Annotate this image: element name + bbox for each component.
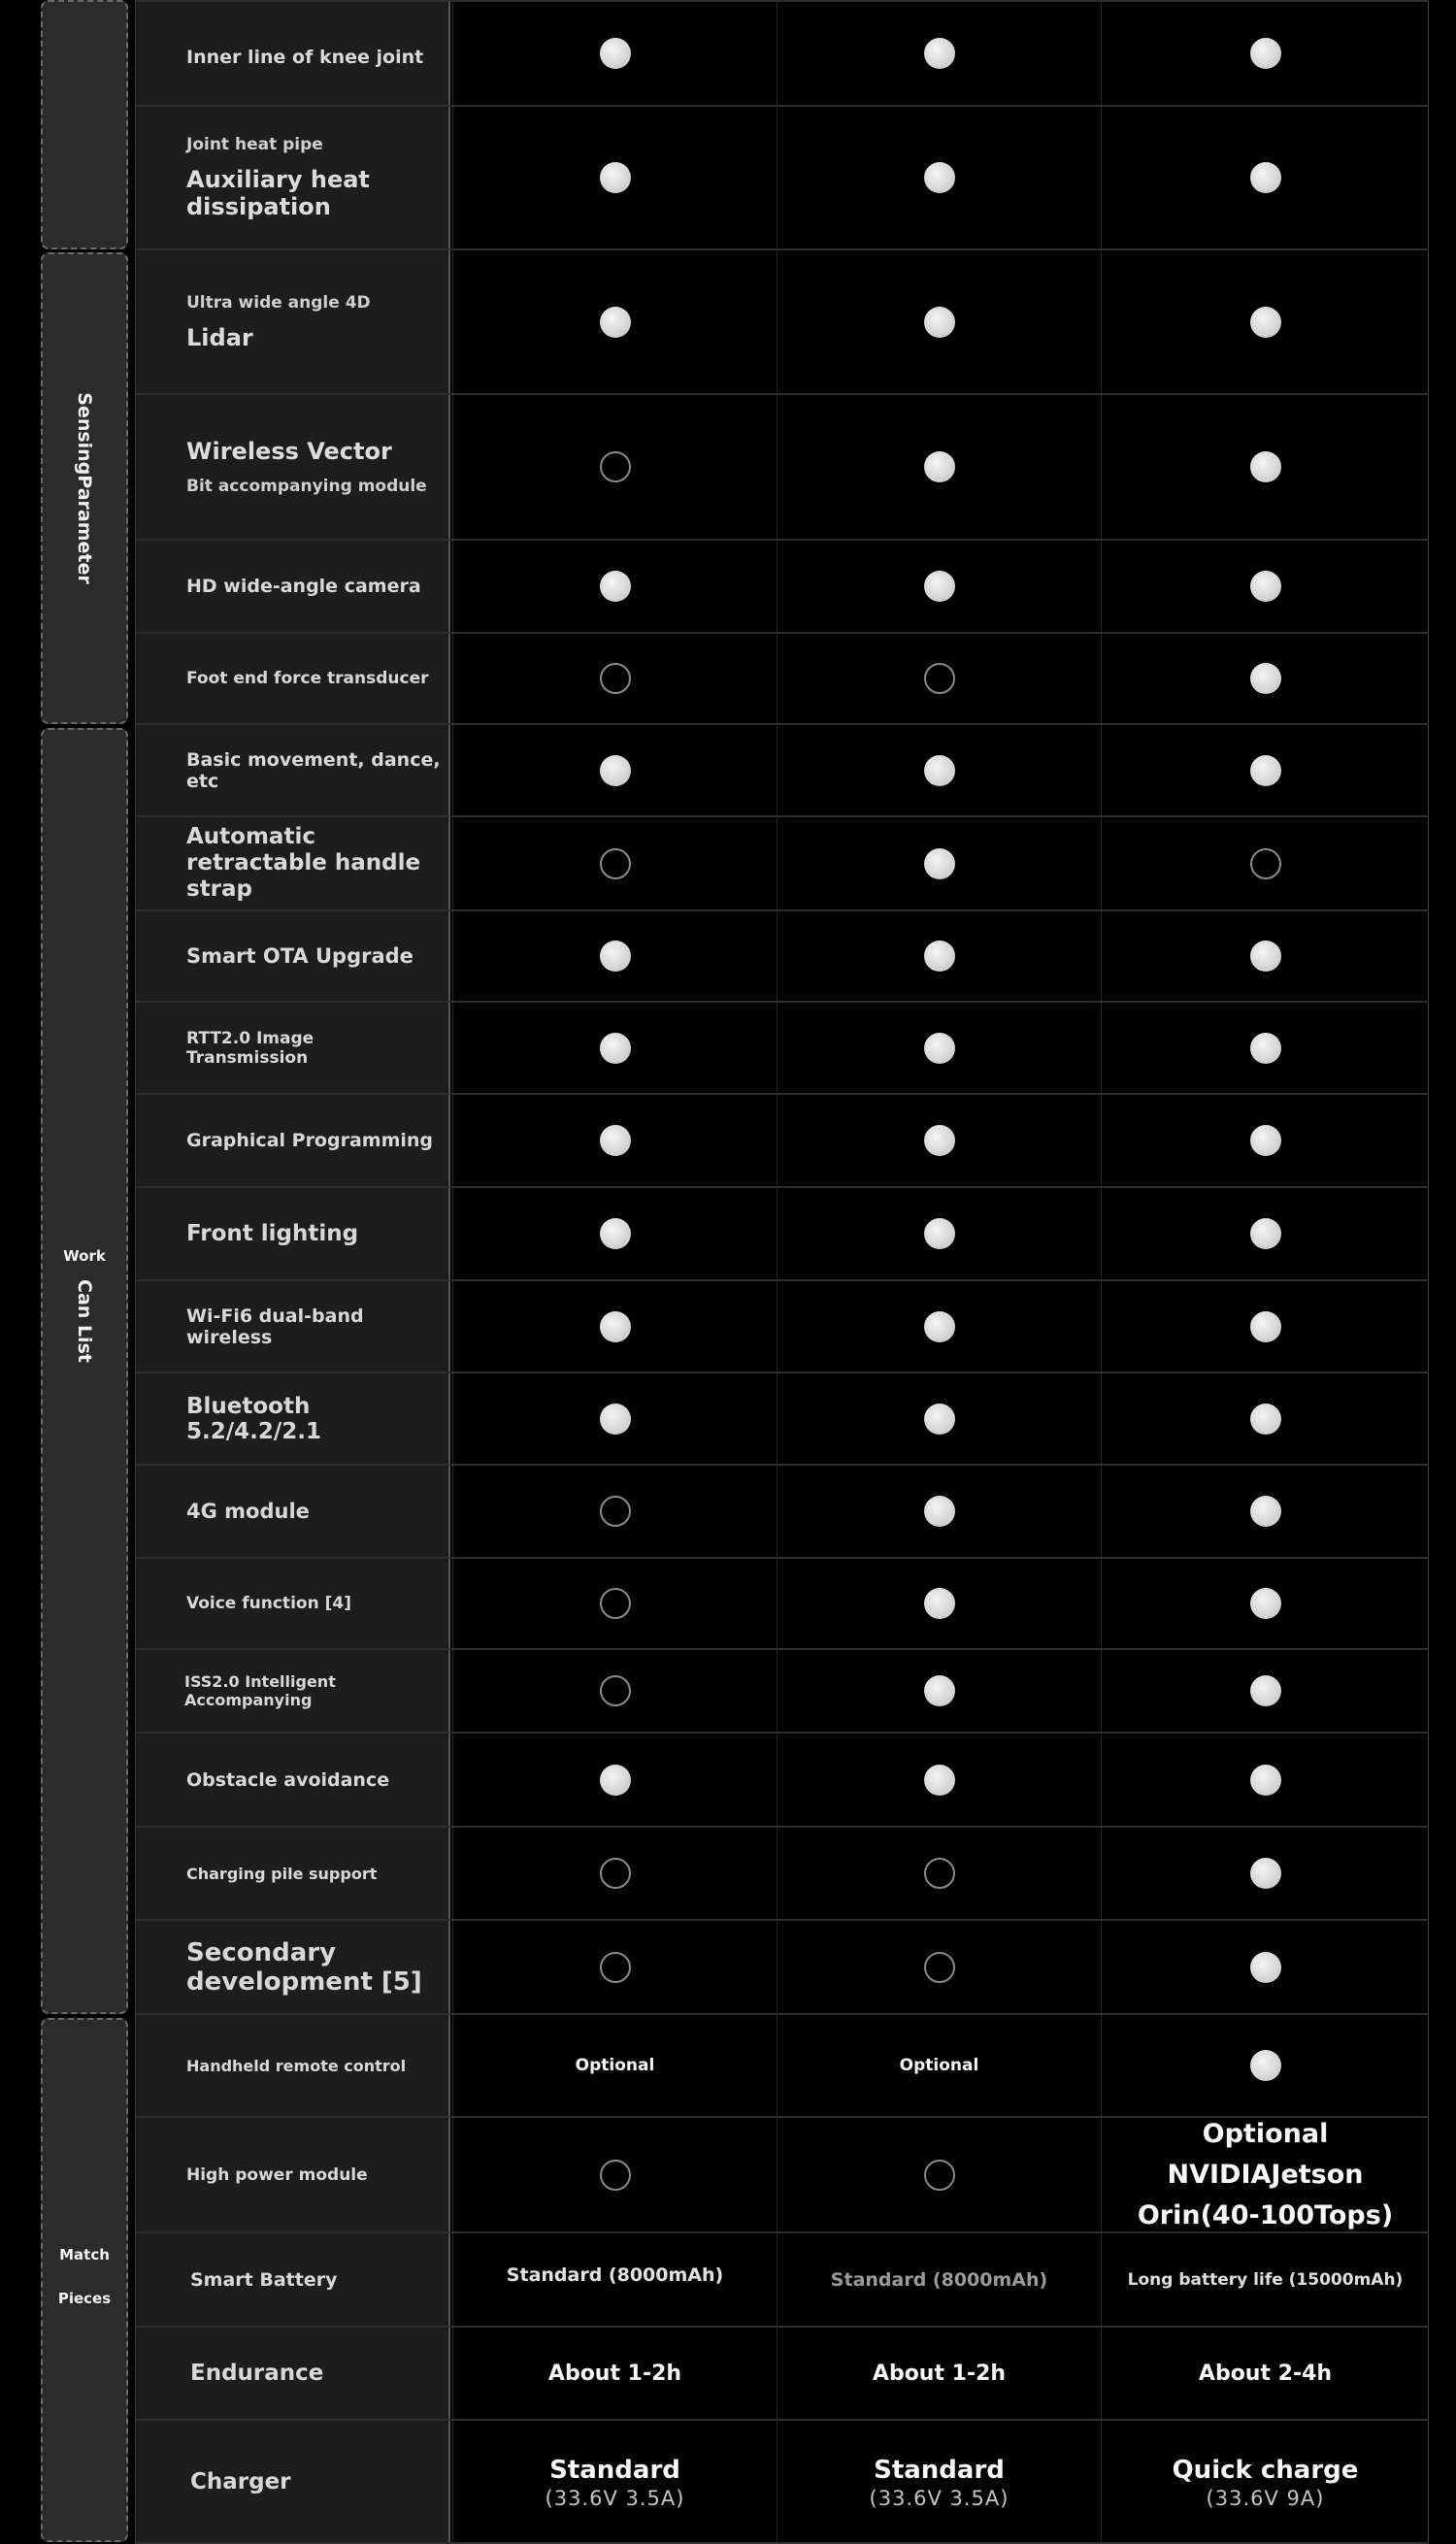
filled-dot-icon <box>600 307 631 338</box>
value-subtext: (33.6V 9A) <box>1206 2486 1325 2510</box>
filled-dot-icon <box>924 1588 955 1619</box>
value-cell <box>452 107 777 248</box>
value-cell <box>1101 2233 1429 2326</box>
row-label-text: Bluetooth 5.2/4.2/2.1 <box>186 1393 322 1444</box>
table-row <box>136 2328 1429 2421</box>
value-subtext: (33.6V 3.5A) <box>869 2486 1009 2510</box>
value-cell <box>452 1559 777 1648</box>
filled-dot-icon <box>600 1765 631 1796</box>
value-cell <box>452 1921 777 2013</box>
row-label-text: Foot end force transducer <box>186 669 429 688</box>
value-cell <box>452 1188 777 1279</box>
value-text: Optional <box>575 2056 655 2075</box>
row-label-text: Obstacle avoidance <box>186 1768 390 1791</box>
value-cell <box>777 395 1101 539</box>
row-label-text: RTT2.0 Image Transmission <box>186 1028 314 1068</box>
value-text: Orin(40-100Tops) <box>1137 2199 1394 2230</box>
row-label <box>136 725 450 815</box>
value-cell <box>1101 395 1429 539</box>
value-cell <box>452 1650 777 1732</box>
row-main-label: Auxiliary heat dissipation <box>186 166 370 220</box>
table-row <box>136 1188 1429 1281</box>
row-label <box>136 1095 450 1186</box>
filled-dot-icon <box>924 451 955 482</box>
row-label-text: HD wide-angle camera <box>186 576 421 597</box>
value-cell <box>777 541 1101 632</box>
row-label <box>136 1734 450 1826</box>
filled-dot-icon <box>924 1311 955 1342</box>
table-row <box>136 2118 1429 2233</box>
value-cell <box>1101 634 1429 723</box>
empty-dot-icon <box>600 1952 631 1983</box>
value-cell <box>1101 2118 1429 2231</box>
table-row <box>136 1559 1429 1650</box>
value-text: About 1-2h <box>547 2361 682 2386</box>
row-label-text: High power module <box>186 2164 368 2185</box>
value-cell <box>777 1650 1101 1732</box>
row-label-text: Smart OTA Upgrade <box>186 944 414 968</box>
empty-dot-icon <box>600 1675 631 1706</box>
filled-dot-icon <box>1250 1952 1281 1983</box>
row-label <box>136 1828 450 1919</box>
filled-dot-icon <box>1250 1218 1281 1249</box>
filled-dot-icon <box>924 1675 955 1706</box>
table-row <box>136 1650 1429 1734</box>
value-cell <box>1101 1466 1429 1557</box>
table-row <box>136 725 1429 817</box>
row-label-text: Endurance <box>190 2361 324 2386</box>
filled-dot-icon <box>924 571 955 602</box>
value-cell <box>452 2118 777 2231</box>
filled-dot-icon <box>1250 1404 1281 1435</box>
value-cell <box>452 911 777 1001</box>
empty-dot-icon <box>924 1858 955 1889</box>
row-label <box>136 2233 450 2326</box>
filled-dot-icon <box>600 941 631 972</box>
category-sensing <box>41 252 128 724</box>
filled-dot-icon <box>600 571 631 602</box>
filled-dot-icon <box>600 1311 631 1342</box>
value-cell <box>1101 2 1429 105</box>
filled-dot-icon <box>924 1765 955 1796</box>
filled-dot-icon <box>1250 571 1281 602</box>
value-cell <box>1101 250 1429 393</box>
empty-dot-icon <box>924 663 955 694</box>
value-cell <box>777 911 1101 1001</box>
filled-dot-icon <box>924 162 955 193</box>
value-cell <box>777 1828 1101 1919</box>
filled-dot-icon <box>1250 451 1281 482</box>
empty-dot-icon <box>600 2160 631 2191</box>
value-subtext: (33.6V 3.5A) <box>545 2486 685 2510</box>
value-cell <box>777 2015 1101 2116</box>
filled-dot-icon <box>924 1218 955 1249</box>
value-cell <box>777 2 1101 105</box>
value-text: Standard (8000mAh) <box>506 2263 724 2286</box>
table-row <box>136 541 1429 634</box>
comparison-table <box>135 0 1429 2544</box>
filled-dot-icon <box>1250 38 1281 69</box>
value-cell <box>777 1188 1101 1279</box>
table-row <box>136 107 1429 250</box>
value-text: Standard <box>874 2455 1005 2485</box>
filled-dot-icon <box>600 162 631 193</box>
value-cell <box>452 395 777 539</box>
value-cell <box>452 541 777 632</box>
value-cell <box>1101 1095 1429 1186</box>
table-row <box>136 1281 1429 1373</box>
value-cell <box>1101 2015 1429 2116</box>
value-cell <box>452 1281 777 1371</box>
value-cell <box>777 634 1101 723</box>
row-label <box>136 1373 450 1464</box>
filled-dot-icon <box>1250 307 1281 338</box>
value-cell <box>777 250 1101 393</box>
table-row <box>136 1373 1429 1466</box>
table-row <box>136 911 1429 1003</box>
empty-dot-icon <box>600 1588 631 1619</box>
row-label-text: Smart Battery <box>190 2268 338 2291</box>
table-row <box>136 634 1429 725</box>
value-cell <box>452 1095 777 1186</box>
value-cell <box>452 2 777 105</box>
value-cell <box>777 2233 1101 2326</box>
empty-dot-icon <box>600 451 631 482</box>
value-cell <box>1101 1650 1429 1732</box>
category-match <box>41 2018 128 2542</box>
value-text: About 1-2h <box>872 2361 1007 2386</box>
row-label <box>136 541 450 632</box>
category-match-label-1: Match <box>59 2246 110 2263</box>
value-text: Standard (8000mAh) <box>830 2268 1048 2291</box>
value-cell <box>777 2328 1101 2419</box>
value-cell <box>777 2421 1101 2542</box>
value-cell <box>1101 1003 1429 1093</box>
filled-dot-icon <box>1250 941 1281 972</box>
row-label-text: 4G module <box>186 1500 310 1523</box>
filled-dot-icon <box>1250 1125 1281 1156</box>
filled-dot-icon <box>1250 663 1281 694</box>
value-text: Quick charge <box>1172 2455 1359 2485</box>
filled-dot-icon <box>1250 1311 1281 1342</box>
filled-dot-icon <box>924 38 955 69</box>
value-cell <box>1101 2328 1429 2419</box>
value-cell <box>777 1921 1101 2013</box>
filled-dot-icon <box>1250 755 1281 786</box>
filled-dot-icon <box>600 755 631 786</box>
row-label-text: Voice function [4] <box>186 1594 351 1613</box>
empty-dot-icon <box>600 1858 631 1889</box>
row-label-text: Graphical Programming <box>186 1130 434 1151</box>
filled-dot-icon <box>924 1033 955 1064</box>
value-cell <box>777 1734 1101 1826</box>
row-label-text: Front lighting <box>186 1221 359 1246</box>
filled-dot-icon <box>1250 2050 1281 2081</box>
filled-dot-icon <box>1250 162 1281 193</box>
row-main-label: Lidar <box>186 323 253 351</box>
filled-dot-icon <box>600 1033 631 1064</box>
row-label <box>136 1650 450 1732</box>
filled-dot-icon <box>924 848 955 879</box>
category-block-top <box>41 0 128 249</box>
row-label-text: Wi-Fi6 dual-band wireless <box>186 1305 364 1348</box>
table-row <box>136 2015 1429 2118</box>
table-row <box>136 1095 1429 1188</box>
value-cell <box>452 1373 777 1464</box>
row-label <box>136 250 450 393</box>
value-cell <box>1101 1188 1429 1279</box>
table-row <box>136 817 1429 911</box>
value-cell <box>777 1559 1101 1648</box>
value-cell <box>452 1828 777 1919</box>
filled-dot-icon <box>924 755 955 786</box>
value-cell <box>452 634 777 723</box>
value-cell <box>1101 1921 1429 2013</box>
empty-dot-icon <box>1250 848 1281 879</box>
filled-dot-icon <box>1250 1858 1281 1889</box>
value-cell <box>452 250 777 393</box>
table-row <box>136 1003 1429 1095</box>
value-cell <box>777 725 1101 815</box>
value-cell <box>452 725 777 815</box>
value-cell <box>777 817 1101 909</box>
value-text: Long battery life (15000mAh) <box>1127 2269 1404 2290</box>
category-sensing-label: SensingParameter <box>74 392 95 584</box>
table-row <box>136 250 1429 395</box>
filled-dot-icon <box>1250 1033 1281 1064</box>
table-row <box>136 1466 1429 1559</box>
value-cell <box>777 2118 1101 2231</box>
row-label-text: ISS2.0 Intelligent Accompanying <box>184 1672 336 1709</box>
empty-dot-icon <box>924 2160 955 2191</box>
row-label-text: Secondary development [5] <box>186 1937 422 1997</box>
row-label-text: Automatic retractable handle strap <box>186 824 421 902</box>
value-cell <box>1101 725 1429 815</box>
filled-dot-icon <box>924 1125 955 1156</box>
value-cell <box>452 2421 777 2542</box>
row-label <box>136 2 450 105</box>
filled-dot-icon <box>600 1125 631 1156</box>
value-cell <box>452 2328 777 2419</box>
row-label <box>136 2328 450 2419</box>
row-label-text: Charging pile support <box>186 1864 378 1883</box>
filled-dot-icon <box>1250 1496 1281 1527</box>
category-match-label-2: Pieces <box>57 2290 112 2307</box>
value-cell <box>452 817 777 909</box>
row-sublabel: Bit accompanying module <box>186 477 427 496</box>
value-cell <box>1101 1734 1429 1826</box>
filled-dot-icon <box>924 307 955 338</box>
row-label <box>136 2118 450 2231</box>
table-row <box>136 1734 1429 1828</box>
value-cell <box>777 1281 1101 1371</box>
filled-dot-icon <box>1250 1765 1281 1796</box>
value-text: Optional NVIDIAJetson <box>1167 2118 1364 2190</box>
filled-dot-icon <box>924 941 955 972</box>
value-cell <box>452 2015 777 2116</box>
value-cell <box>777 1095 1101 1186</box>
row-label <box>136 817 450 909</box>
table-row <box>136 1921 1429 2015</box>
filled-dot-icon <box>600 1218 631 1249</box>
row-label-text: Inner line of knee joint <box>186 47 424 68</box>
row-label <box>136 395 450 539</box>
row-label <box>136 107 450 248</box>
row-label <box>136 1188 450 1279</box>
table-row <box>136 0 1429 107</box>
empty-dot-icon <box>924 1952 955 1983</box>
row-label <box>136 1466 450 1557</box>
row-label <box>136 2421 450 2542</box>
value-cell <box>1101 1559 1429 1648</box>
row-label-text: Basic movement, dance, etc <box>186 748 441 792</box>
value-cell <box>452 1466 777 1557</box>
value-cell <box>777 1373 1101 1464</box>
value-cell <box>1101 817 1429 909</box>
category-work-label-2: Can List <box>74 1279 95 1363</box>
row-label-text: Charger <box>190 2468 291 2494</box>
value-cell <box>1101 1281 1429 1371</box>
value-text: Standard <box>549 2455 680 2485</box>
filled-dot-icon <box>1250 1588 1281 1619</box>
filled-dot-icon <box>600 38 631 69</box>
value-cell <box>452 1734 777 1826</box>
table-row <box>136 395 1429 541</box>
table-row <box>136 1828 1429 1921</box>
row-label <box>136 634 450 723</box>
filled-dot-icon <box>1250 1675 1281 1706</box>
filled-dot-icon <box>924 1404 955 1435</box>
value-cell <box>777 1466 1101 1557</box>
value-cell <box>1101 1373 1429 1464</box>
row-label <box>136 1281 450 1371</box>
empty-dot-icon <box>600 848 631 879</box>
category-work-label-1: Work <box>63 1247 106 1265</box>
row-sublabel: Joint heat pipe <box>186 135 323 154</box>
value-text: About 2-4h <box>1198 2361 1333 2386</box>
row-label-text: Handheld remote control <box>186 2056 407 2075</box>
value-text: Optional <box>899 2056 979 2075</box>
table-row <box>136 2233 1429 2328</box>
table-row <box>136 2421 1429 2544</box>
row-label <box>136 2015 450 2116</box>
value-cell <box>1101 911 1429 1001</box>
row-label <box>136 1559 450 1648</box>
category-work <box>41 728 128 2014</box>
row-label <box>136 911 450 1001</box>
row-label <box>136 1921 450 2013</box>
value-cell <box>1101 541 1429 632</box>
row-label <box>136 1003 450 1093</box>
filled-dot-icon <box>600 1404 631 1435</box>
value-cell <box>1101 2421 1429 2542</box>
value-cell <box>777 107 1101 248</box>
row-main-label: Wireless Vector <box>186 438 392 465</box>
empty-dot-icon <box>600 1496 631 1527</box>
value-cell <box>777 1003 1101 1093</box>
value-cell <box>1101 107 1429 248</box>
value-cell <box>1101 1828 1429 1919</box>
filled-dot-icon <box>924 1496 955 1527</box>
value-cell <box>452 2233 777 2326</box>
value-cell <box>452 1003 777 1093</box>
row-sublabel: Ultra wide angle 4D <box>186 292 371 313</box>
empty-dot-icon <box>600 663 631 694</box>
